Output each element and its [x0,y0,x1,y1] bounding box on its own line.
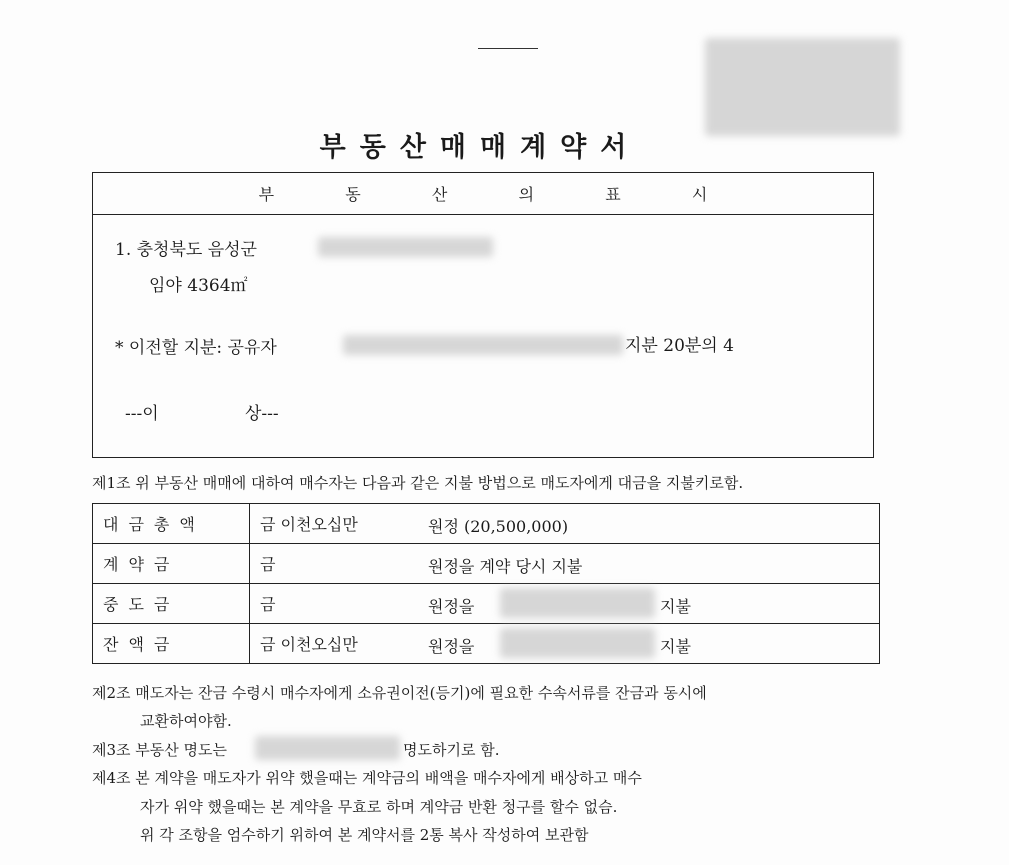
row-value [250,504,880,544]
redacted-handover-date [255,736,400,760]
redacted-address [318,237,493,257]
heading-char: 부 [258,185,275,204]
terms-text: 원정을 계약 당시 지불 [428,557,583,576]
property-land-area: 임야 4364㎡ [149,276,248,296]
end-mark-right: 상--- [245,404,279,424]
end-mark-left: ---이 [125,404,159,424]
suffix-text: 지불 [660,597,691,616]
property-heading [93,173,873,215]
suffix-text: 지불 [660,637,691,656]
article-4-cont: 자가 위약 했을때는 본 계약을 무효로 하며 계약금 반환 청구를 할수 없슴. [140,798,618,816]
table-row [93,504,880,544]
pen-mark [478,48,538,49]
row-label: 중도금 [93,584,250,624]
heading-char: 의 [518,185,535,204]
property-description-box [92,172,874,458]
table-row [93,544,880,584]
closing-statement: 위 각 조항을 엄수하기 위하여 본 계약서를 2통 복사 작성하여 보관함 [140,826,589,844]
article-3-suffix: 명도하기로 함. [403,741,500,759]
row-value [250,544,880,584]
heading-char: 시 [691,185,708,204]
table-row [93,584,880,624]
share-prefix: * 이전할 지분: 공유자 [115,338,277,358]
row-value [250,584,880,624]
payment-table [92,503,880,664]
article-1: 제1조 위 부동산 매매에 대하여 매수자는 다음과 같은 지불 방법으로 매도자에게 대금을 지불키로함. [92,474,744,492]
article-3: 제3조 부동산 명도는 [92,741,228,759]
redacted-date [500,588,655,618]
amount-text: 금 이천오십만 [260,635,358,654]
table-row [93,624,880,664]
article-2-cont: 교환하여야함. [140,712,232,730]
amount-text: 금 [260,555,276,574]
terms-text: 원정을 [428,597,475,616]
redacted-agency-stamp [705,38,900,136]
heading-char: 표 [605,185,621,204]
article-4: 제4조 본 계약을 매도자가 위약 했을때는 계약금의 배액을 매수자에게 배상하고 매수 [92,769,642,787]
row-value [250,624,880,664]
article-2: 제2조 매도자는 잔금 수령시 매수자에게 소유권이전(등기)에 필요한 수속서류를 잔금과 동시에 [92,684,707,702]
document-title: 부동산매매계약서 [319,132,641,163]
property-address: 1. 충청북도 음성군 [115,240,257,260]
terms-text: 원정 (20,500,000) [428,517,569,536]
redacted-owner-names [343,335,623,355]
row-label: 잔액금 [93,624,250,664]
amount-text: 금 [260,595,276,614]
terms-text: 원정을 [428,637,475,656]
amount-text: 금 이천오십만 [260,515,358,534]
row-label: 계약금 [93,544,250,584]
row-label: 대금총액 [93,504,250,544]
heading-char: 동 [345,185,361,204]
heading-char: 산 [431,185,448,204]
redacted-date [500,628,655,658]
share-fraction: 지분 20분의 4 [625,336,734,356]
